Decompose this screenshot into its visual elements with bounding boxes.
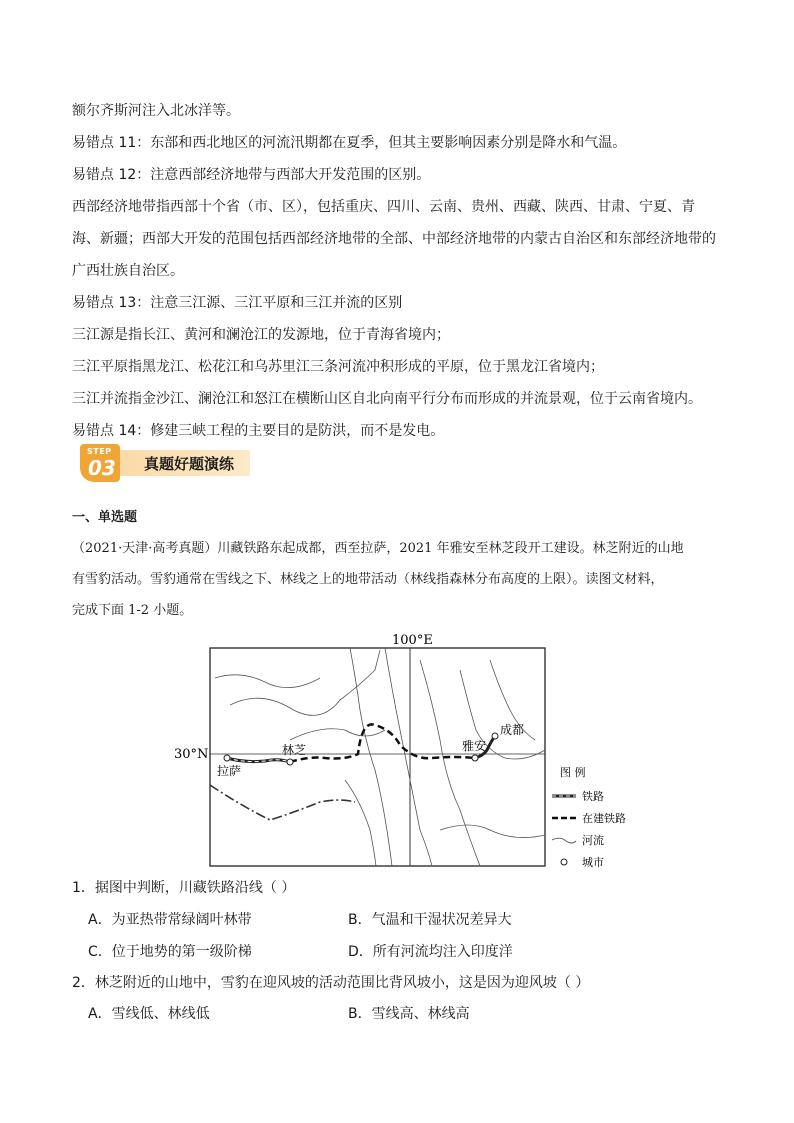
question-intro: 完成下面 1-2 小题。 xyxy=(72,603,193,618)
error-point-12: 易错点 12：注意西部经济地带与西部大开发范围的区别。 xyxy=(72,167,431,183)
latitude-label: 30°N xyxy=(174,747,209,762)
river xyxy=(215,675,320,688)
text-line: 额尔齐斯河注入北冰洋等。 xyxy=(72,103,240,119)
question-2-stem: 2．林芝附近的山地中，雪豹在迎风坡的活动范围比背风坡小，这是因为迎风坡（ ） xyxy=(72,975,590,991)
legend-city: 城市 xyxy=(582,856,604,869)
city-label-lhasa: 拉萨 xyxy=(217,764,242,778)
section-heading: 一、单选题 xyxy=(72,510,138,525)
question-1-stem: 1．据图中判断，川藏铁路沿线（ ） xyxy=(72,880,296,896)
step-banner xyxy=(114,450,250,476)
text-line: 三江并流指金沙江、澜沧江和怒江在横断山区自北向南平行分布而形成的并流景观，位于云南省境内。 xyxy=(72,391,702,407)
legend-title: 图 例 xyxy=(560,766,586,779)
text-line: 西部经济地带指西部十个省（市、区），包括重庆、四川、云南、贵州、西藏、陕西、甘肃、宁夏、青 xyxy=(72,199,695,215)
sichuan-tibet-railway-map xyxy=(170,630,640,870)
step-word: STEP xyxy=(87,447,112,456)
city-marker xyxy=(472,755,478,761)
error-point-13: 易错点 13：注意三江源、三江平原和三江并流的区别 xyxy=(72,295,403,311)
q1-option-a[interactable]: A．为亚热带常绿阔叶林带 xyxy=(88,912,252,928)
step-badge xyxy=(80,444,250,482)
city-marker xyxy=(492,733,498,739)
legend-city-symbol xyxy=(561,859,567,865)
text-line: 广西壮族自治区。 xyxy=(72,263,184,279)
text-line: 海、新疆；西部大开发的范围包括西部经济地带的全部、中部经济地带的内蒙古自治区和东部经济地带的 xyxy=(72,231,716,247)
step-number: 03 xyxy=(88,456,116,480)
q2-option-a[interactable]: A．雪线低、林线低 xyxy=(88,1006,210,1022)
error-point-14: 易错点 14：修建三峡工程的主要目的是防洪，而不是发电。 xyxy=(72,423,445,439)
river xyxy=(440,825,545,838)
boundary-line xyxy=(210,785,355,820)
question-intro: （2021·天津·高考真题）川藏铁路东起成都，西至拉萨，2021 年雅安至林芝段开工建设。林芝附近的山地 xyxy=(72,541,684,556)
q2-option-b[interactable]: B．雪线高、林线高 xyxy=(348,1006,470,1022)
river xyxy=(420,660,480,866)
longitude-label: 100°E xyxy=(392,633,433,648)
question-intro: 有雪豹活动。雪豹通常在雪线之下、林线之上的地带活动（林线指森林分布高度的上限）。读图文材料， xyxy=(72,572,664,587)
city-marker xyxy=(224,755,230,761)
city-label-yaan: 雅安 xyxy=(462,739,487,753)
step-title: 真题好题演练 xyxy=(144,455,235,473)
legend-under-construction: 在建铁路 xyxy=(582,812,626,825)
city-label-chengdu: 成都 xyxy=(500,723,525,737)
rivers xyxy=(215,648,545,866)
text-line: 三江源是指长江、黄河和澜沧江的发源地，位于青海省境内； xyxy=(72,327,450,343)
map-frame xyxy=(210,648,545,866)
river xyxy=(290,729,385,740)
river xyxy=(345,780,376,866)
legend-river-symbol xyxy=(552,838,576,843)
city-marker xyxy=(287,759,293,765)
map-legend xyxy=(552,765,626,869)
q1-option-d[interactable]: D．所有河流均注入印度洋 xyxy=(348,944,513,960)
text-line: 三江平原指黑龙江、松花江和乌苏里江三条河流冲积形成的平原，位于黑龙江省境内； xyxy=(72,359,604,375)
legend-railway: 铁路 xyxy=(582,790,604,803)
legend-river: 河流 xyxy=(582,834,604,847)
step-number-box xyxy=(80,444,120,482)
q1-option-b[interactable]: B．气温和干湿状况差异大 xyxy=(348,912,512,928)
q1-option-c[interactable]: C．位于地势的第一级阶梯 xyxy=(88,944,252,960)
city-label-nyingchi: 林芝 xyxy=(282,743,307,757)
error-point-11: 易错点 11：东部和西北地区的河流汛期都在夏季，但其主要影响因素分别是降水和气温。 xyxy=(72,135,627,151)
river xyxy=(230,650,380,715)
